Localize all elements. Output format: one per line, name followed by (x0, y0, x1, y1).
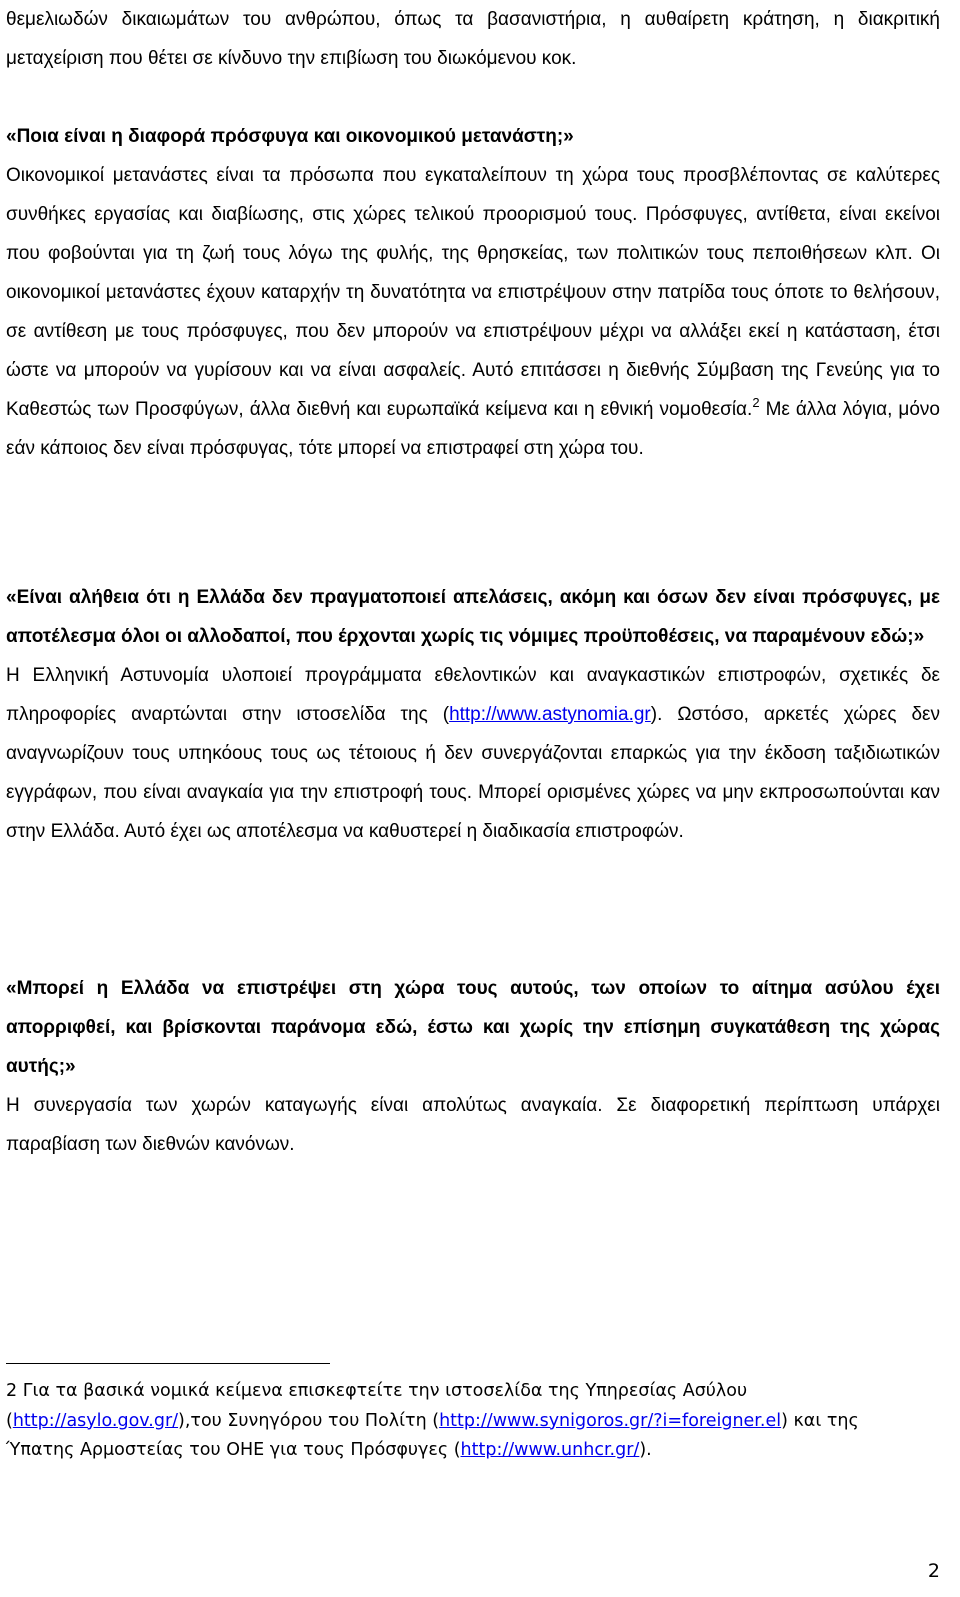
astynomia-link[interactable]: http://www.astynomia.gr (449, 704, 651, 725)
question-heading: «Είναι αλήθεια ότι η Ελλάδα δεν πραγματοποιεί απελάσεις, ακόμη και όσων δεν είναι πρόσφυγες, με αποτέλεσμα όλοι οι αλλοδαποί, που έρχονται χωρίς τις νόμιμες προϋποθέσεις, να παραμένουν εδώ;» (6, 587, 940, 647)
question-heading: «Μπορεί η Ελλάδα να επιστρέψει στη χώρα τους αυτούς, των οποίων το αίτημα ασύλου έχει απορριφθεί, και βρίσκονται παράνομα εδώ, έστω και χωρίς την επίσημη συγκατάθεση της χώρας αυτής;» (6, 978, 940, 1077)
section-deportations (6, 578, 940, 851)
answer-paragraph: Η Ελληνική Αστυνομία υλοποιεί προγράμματα εθελοντικών και αναγκαστικών επιστροφών, σχετικές δε πληροφορίες αναρτώνται στην ιστοσελίδα της (http://www.astynomia.gr). Ωστόσο, αρκετές χώρες δεν αναγνωρίζουν τους υπηκόους τους ως τέτοιους ή δεν συνεργάζονται επαρκώς για την έκδοση ταξιδιωτικών εγγράφων, που είναι αναγκαία για την επιστροφή τους. Μπορεί ορισμένες χώρες να μην εκπροσωπούνται καν στην Ελλάδα. Αυτό έχει ως αποτέλεσμα να καθυστερεί η διαδικασία επιστροφών. (6, 665, 940, 842)
section-refugee-vs-migrant (6, 117, 940, 468)
footnote-number: 2 (6, 1381, 18, 1401)
unhcr-link[interactable]: http://www.unhcr.gr/ (460, 1440, 640, 1460)
footnote-reference[interactable]: 2 (752, 395, 760, 410)
question-heading: «Ποια είναι η διαφορά πρόσφυγα και οικονομικού μετανάστη;» (6, 126, 574, 147)
page-number: 2 (927, 1560, 940, 1582)
footnote-divider (6, 1363, 330, 1364)
section-returns (6, 969, 940, 1164)
intro-paragraph: θεμελιωδών δικαιωμάτων του ανθρώπου, όπως τα βασανιστήρια, η αυθαίρετη κράτηση, η διακριτική μεταχείριση που θέτει σε κίνδυνο την επιβίωση του διωκόμενου κοκ. (6, 9, 940, 69)
answer-paragraph: Οικονομικοί μετανάστες είναι τα πρόσωπα που εγκαταλείπουν τη χώρα τους προσβλέποντας σε καλύτερες συνθήκες εργασίας και διαβίωσης, στις χώρες τελικού προορισμού τους. Πρόσφυγες, αντίθετα, είναι εκείνοι που φοβούνται για τη ζωή τους λόγω της φυλής, της θρησκείας, των πολιτικών τους πεποιθήσεων κλπ. Οι οικονομικοί μετανάστες έχουν καταρχήν τη δυνατότητα να επιστρέψουν στην πατρίδα τους όποτε το θελήσουν, σε αντίθεση με τους πρόσφυγες, που δεν μπορούν να επιστρέψουν μέχρι να αλλάξει εκεί η κατάσταση, έτσι ώστε να μπορούν να γυρίσουν και να είναι ασφαλείς. Αυτό επιτάσσει η διεθνής Σύμβαση της Γενεύης για το Καθεστώς των Προσφύγων, άλλα διεθνή και ευρωπαϊκά κείμενα και η εθνική νομοθεσία.$^2$ Με άλλα λόγια, μόνο εάν κάποιος δεν είναι πρόσφυγας, τότε μπορεί να επιστραφεί στη χώρα του. (6, 165, 940, 459)
asylo-link[interactable]: http://asylo.gov.gr/ (12, 1410, 179, 1431)
answer-paragraph: Η συνεργασία των χωρών καταγωγής είναι απολύτως αναγκαία. Σε διαφορετική περίπτωση υπάρχει παραβίαση των διεθνών κανόνων. (6, 1095, 940, 1155)
synigoros-link[interactable]: http://www.synigoros.gr/?i=foreigner.el (439, 1410, 782, 1431)
footnote: 2 Για τα βασικά νομικά κείμενα επισκεφτείτε την ιστοσελίδα της Υπηρεσίας Ασύλου (http://asylo.gov.gr/),του Συνηγόρου του Πολίτη (http://www.synigoros.gr/?i=foreigner.el) και της Ύπατης Αρμοστείας του ΟΗΕ για τους Πρόσφυγες (http://www.unhcr.gr/). (6, 1381, 859, 1460)
